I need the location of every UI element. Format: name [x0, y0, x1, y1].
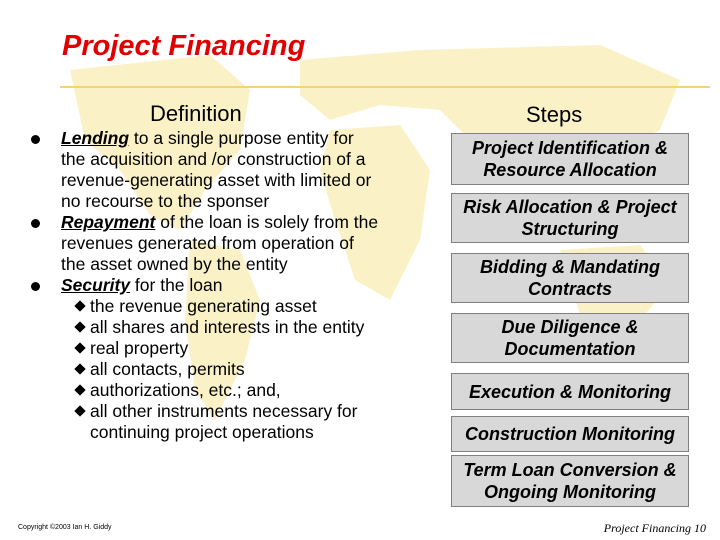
step-construction-monitoring: Construction Monitoring [451, 416, 689, 452]
sub-bullet-text: all contacts, permits [90, 359, 245, 379]
step-project-identification: Project Identification & Resource Allocation [451, 133, 689, 185]
step-execution-monitoring: Execution & Monitoring [451, 373, 689, 410]
bullet-dot-icon [31, 219, 40, 228]
bullet-dot-icon [31, 282, 40, 291]
bullet-text: to a single purpose entity for the acquisition and /or construction of a revenue-generating asset with limited or no recourse to the sponser [61, 128, 372, 211]
sub-bullet-text: all shares and interests in the entity [90, 317, 365, 337]
sub-bullet [30, 401, 380, 443]
definition-bullet [30, 275, 380, 296]
bullet-dot-icon [31, 135, 40, 144]
copyright-notice: Copyright ©2003 Ian H. Giddy [18, 524, 112, 531]
sub-bullet [30, 296, 380, 317]
steps-heading: Steps [526, 102, 583, 127]
bullet-text: for the loan [130, 275, 223, 295]
bullet-keyword: Lending [61, 128, 130, 148]
sub-bullet-text: authorizations, etc.; and, [90, 380, 281, 400]
step-term-loan-conversion: Term Loan Conversion & Ongoing Monitoring [451, 455, 689, 507]
bullet-keyword: Repayment [61, 212, 156, 232]
step-risk-allocation: Risk Allocation & Project Structuring [451, 193, 689, 243]
sub-bullet [30, 380, 380, 401]
step-bidding-mandating: Bidding & Mandating Contracts [451, 253, 689, 303]
definition-list [30, 128, 380, 443]
sub-bullet-text: the revenue generating asset [90, 296, 317, 316]
definition-bullet [30, 212, 380, 275]
sub-bullet-text: real property [90, 338, 189, 358]
page-label: Project Financing 10 [603, 521, 706, 535]
title-divider [60, 86, 710, 88]
step-due-diligence: Due Diligence & Documentation [451, 313, 689, 363]
slide-title: Project Financing [62, 30, 306, 62]
sub-bullet-text: all other instruments necessary for continuing project operations [90, 401, 358, 442]
bullet-text: of the loan is solely from the revenues generated from operation of the asset owned by the entity [61, 212, 379, 274]
definition-heading: Definition [150, 101, 242, 126]
definition-bullet [30, 128, 380, 212]
sub-bullet [30, 359, 380, 380]
sub-bullet [30, 338, 380, 359]
sub-bullet [30, 317, 380, 338]
bullet-keyword: Security [61, 275, 131, 295]
